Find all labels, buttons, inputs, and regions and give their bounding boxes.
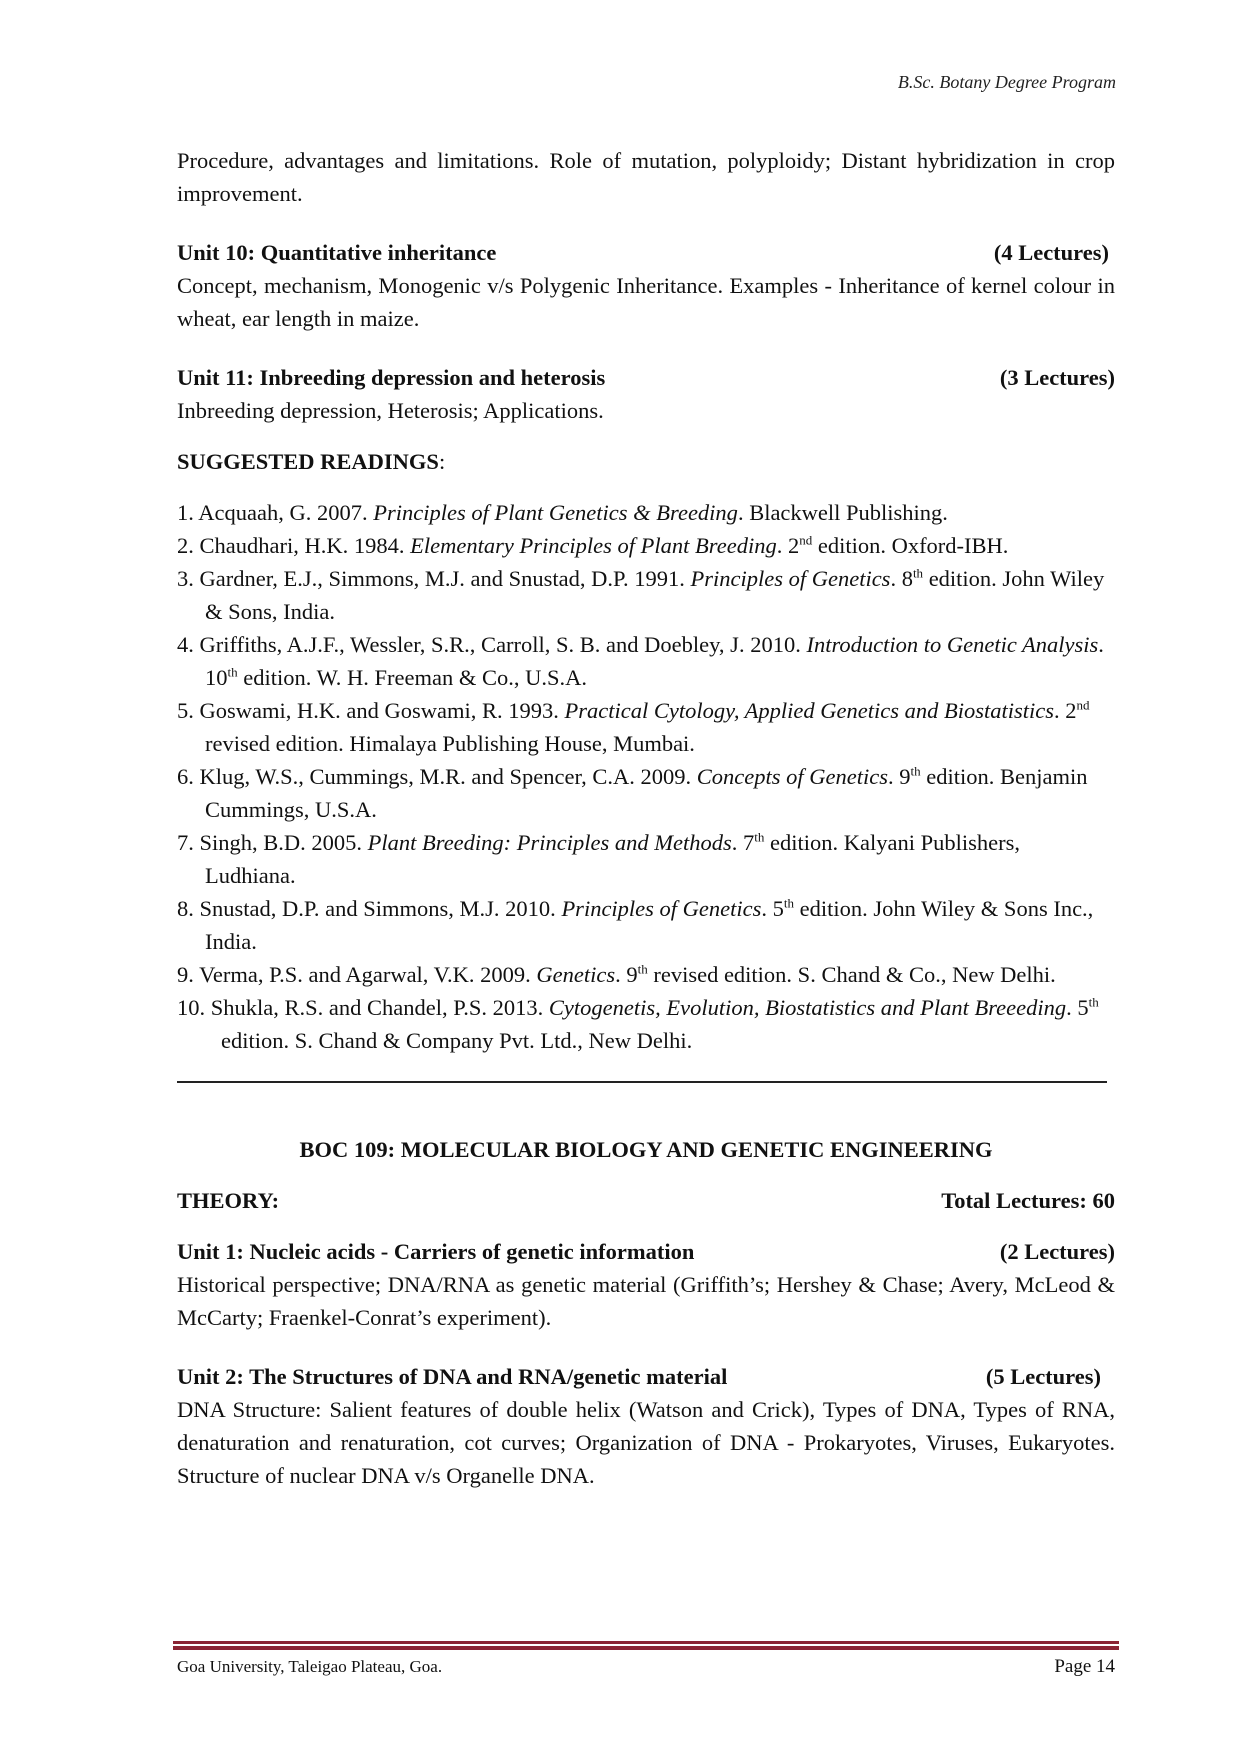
total-lectures: Total Lectures: 60 (941, 1188, 1115, 1213)
reading-item: 10. Shukla, R.S. and Chandel, P.S. 2013. Cytogenetis, Evolution, Biostatistics and Plant Breeeding. 5th edition. S. Chand & Company Pvt. Ltd., New Delhi. (177, 994, 1099, 1053)
unit-1-section (177, 1235, 1115, 1334)
footer-rule (173, 1646, 1119, 1650)
unit-title: Unit 10: Quantitative inheritance (177, 240, 497, 265)
unit-title: Unit 1: Nucleic acids - Carriers of genetic information (177, 1239, 695, 1264)
course-title: BOC 109: MOLECULAR BIOLOGY AND GENETIC ENGINEERING (299, 1137, 993, 1162)
reading-item: 1. Acquaah, G. 2007. Principles of Plant Genetics & Breeding. Blackwell Publishing. (177, 500, 948, 525)
reading-item: 8. Snustad, D.P. and Simmons, M.J. 2010. Principles of Genetics. 5th edition. John Wiley & Sons Inc., India. (177, 895, 1094, 954)
footer-institution: Goa University, Taleigao Plateau, Goa. (177, 1657, 443, 1676)
unit-title: Unit 2: The Structures of DNA and RNA/genetic material (177, 1364, 728, 1389)
page-footer (177, 1656, 1115, 1678)
unit-body: Inbreeding depression, Heterosis; Applications. (177, 398, 604, 423)
footer-rule (173, 1641, 1119, 1644)
unit-lectures: (5 Lectures) (985, 1364, 1101, 1389)
reading-item: 5. Goswami, H.K. and Goswami, R. 1993. Practical Cytology, Applied Genetics and Biostatistics. 2nd revised edition. Himalaya Publishing House, Mumbai. (177, 697, 1090, 756)
reading-item: 2. Chaudhari, H.K. 1984. Elementary Principles of Plant Breeding. 2nd edition. Oxford-IBH. (177, 532, 1009, 558)
unit-lectures: (4 Lectures) (993, 240, 1109, 265)
unit-lectures: (3 Lectures) (999, 365, 1115, 390)
unit-body: Concept, mechanism, Monogenic v/s Polygenic Inheritance. Examples - Inheritance of kernel colour in wheat, ear length in maize. (177, 273, 1115, 331)
readings-heading: SUGGESTED READINGS: (177, 449, 446, 474)
intro-paragraph: Procedure, advantages and limitations. Role of mutation, polyploidy; Distant hybridization in crop improvement. (177, 148, 1115, 206)
unit-title: Unit 11: Inbreeding depression and heterosis (177, 365, 606, 390)
theory-label: THEORY: (177, 1188, 280, 1213)
unit-10-section (177, 236, 1115, 335)
unit-lectures: (2 Lectures) (999, 1239, 1115, 1264)
unit-body: Historical perspective; DNA/RNA as genetic material (Griffith’s; Hershey & Chase; Avery, McLeod & McCarty; Fraenkel-Conrat’s experiment). (177, 1272, 1115, 1330)
readings-list (177, 496, 1115, 1057)
theory-row (177, 1184, 1115, 1217)
reading-item: 3. Gardner, E.J., Simmons, M.J. and Snustad, D.P. 1991. Principles of Genetics. 8th edition. John Wiley & Sons, India. (177, 565, 1105, 624)
page-content (177, 144, 1115, 1492)
reading-item: 6. Klug, W.S., Cummings, M.R. and Spencer, C.A. 2009. Concepts of Genetics. 9th edition. Benjamin Cummings, U.S.A. (177, 763, 1088, 822)
reading-item: 4. Griffiths, A.J.F., Wessler, S.R., Carroll, S. B. and Doebley, J. 2010. Introduction to Genetic Analysis. 10th edition. W. H. Freeman & Co., U.S.A. (177, 632, 1104, 690)
reading-item: 7. Singh, B.D. 2005. Plant Breeding: Principles and Methods. 7th edition. Kalyani Publishers, Ludhiana. (177, 829, 1020, 888)
page-number: Page 14 (1054, 1656, 1115, 1677)
running-header: B.Sc. Botany Degree Program (897, 72, 1116, 92)
reading-item: 9. Verma, P.S. and Agarwal, V.K. 2009. Genetics. 9th revised edition. S. Chand & Co., New Delhi. (177, 961, 1056, 987)
unit-2-section (177, 1360, 1115, 1492)
unit-11-section (177, 361, 1115, 427)
unit-body: DNA Structure: Salient features of double helix (Watson and Crick), Types of DNA, Types of RNA, denaturation and renaturation, cot curves; Organization of DNA - Prokaryotes, Viruses, Eukaryotes. Structure of nuclear DNA v/s Organelle DNA. (177, 1397, 1115, 1488)
